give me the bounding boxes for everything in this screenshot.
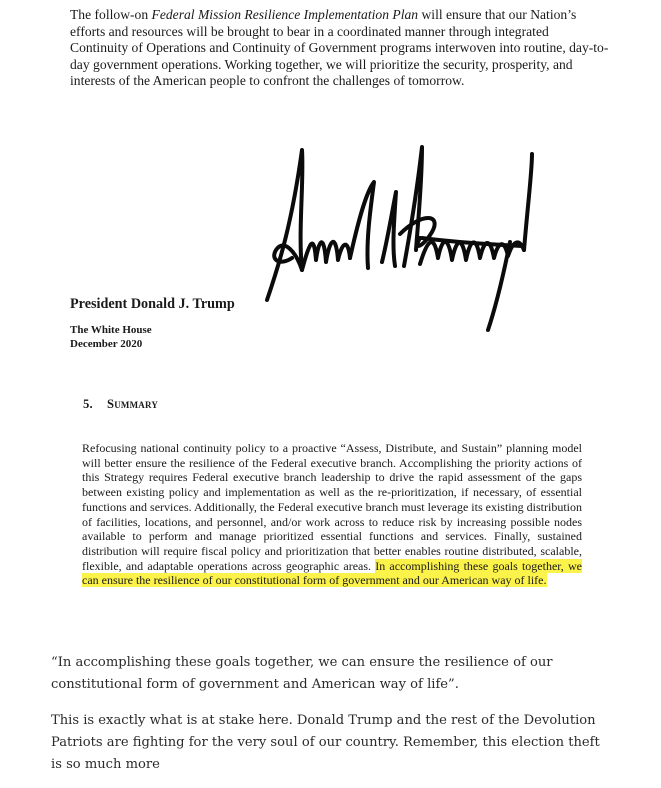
summary-text: Refocusing national continuity policy to a proactive “Assess, Distribute, and Sustain” planning model will better ensure the resilience of the Federal executive branch. Accomplishing the priority actions of this Strategy requires Federal executive branch leadership to drive the rapid assessment of the gaps between existing policy and implementation as well as the re-prioritization, if necessary, of essential functions and services. Additionally, the Federal executive branch must leverage its existing distribution of facilities, locations, and personnel, and/or work across to reduce risk by increasing possible nodes available to perform and manage prioritized essential functions and services. Finally, sustained distribution will require fiscal policy and prioritization that better enables routine distributed, scalable, flexible, and adaptable operations across geographic areas. (82, 441, 582, 573)
intro-text-end: will ensure that our Nation’s efforts and resources will be brought to bear in a coordinated manner through integrated Continuity of Operations and Continuity of Government programs interwoven into routine, day-to-day government operations. Working together, we will prioritize the security, prosperity, and interests of the American people to confront the challenges of tomorrow. (70, 7, 609, 88)
intro-text-start: The follow-on (70, 7, 152, 22)
article-body (51, 652, 611, 776)
signatory-name: President Donald J. Trump (70, 296, 235, 312)
signature-date: December 2020 (70, 337, 143, 350)
article-paragraph: This is exactly what is at stake here. Donald Trump and the rest of the Devolution Patriots are fighting for the very soul of our country. Remember, this election theft is so much more (51, 713, 600, 772)
plan-title: Federal Mission Resilience Implementation Plan (151, 7, 419, 22)
section-number: 5. (83, 397, 93, 411)
section-title: Summary (107, 397, 159, 411)
signature-place: The White House (70, 324, 152, 336)
section-heading (83, 397, 158, 412)
intro-paragraph (70, 7, 610, 90)
signature-image (262, 142, 534, 334)
summary-paragraph (82, 441, 582, 588)
signature-place-date (70, 324, 152, 351)
article-quote: “In accomplishing these goals together, we can ensure the resilience of our constitutional form of government and American way of life”. (51, 655, 553, 692)
highlighted-sentence: In accomplishing these goals together, we can ensure the resilience of our constitutional form of government and our American way of life. (82, 558, 582, 588)
